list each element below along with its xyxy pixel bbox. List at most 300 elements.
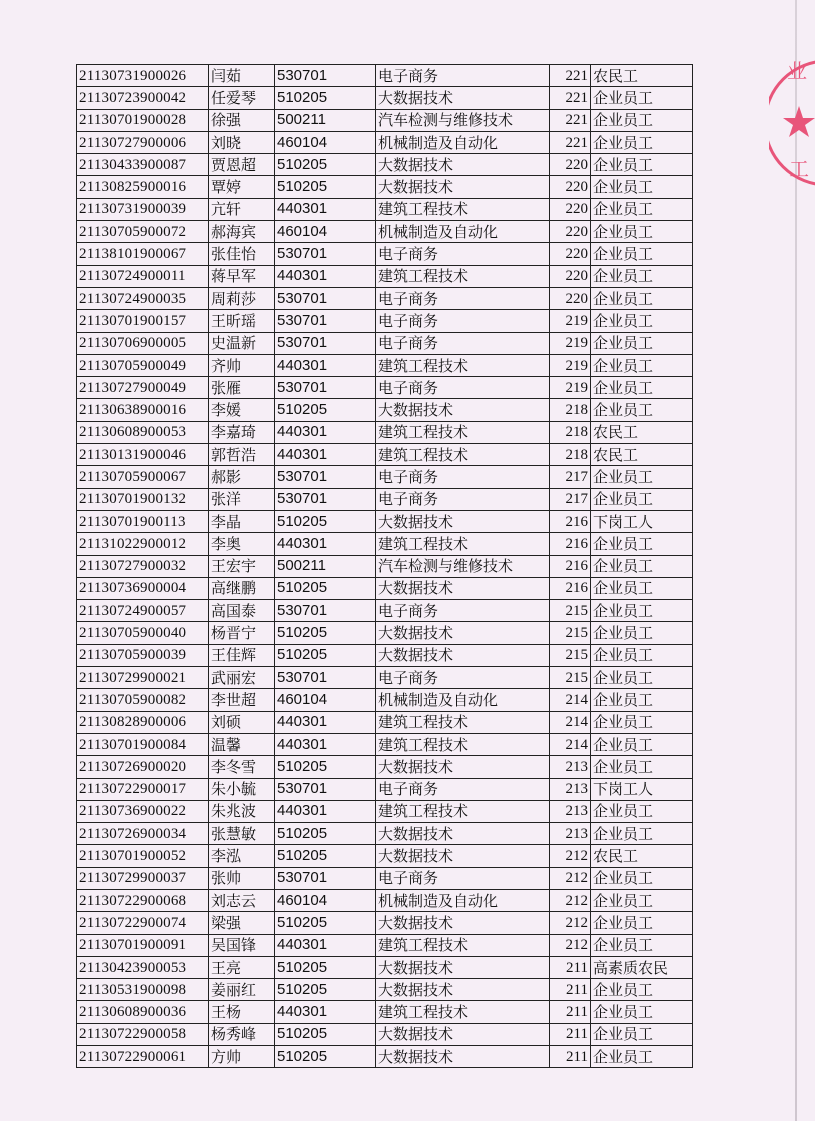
score-cell: 214 xyxy=(550,733,591,755)
major-code-cell: 510205 xyxy=(275,756,376,778)
table-row xyxy=(77,711,693,733)
category-cell: 企业员工 xyxy=(591,889,693,911)
exam-number-cell: 21130705900039 xyxy=(77,644,209,666)
table-row xyxy=(77,533,693,555)
major-name-cell: 电子商务 xyxy=(376,65,550,87)
exam-number-cell: 21130729900037 xyxy=(77,867,209,889)
major-code-cell: 510205 xyxy=(275,845,376,867)
category-cell: 企业员工 xyxy=(591,1046,693,1068)
category-cell: 企业员工 xyxy=(591,354,693,376)
major-code-cell: 510205 xyxy=(275,577,376,599)
table-row xyxy=(77,555,693,577)
category-cell: 农民工 xyxy=(591,421,693,443)
major-name-cell: 大数据技术 xyxy=(376,845,550,867)
table-row xyxy=(77,823,693,845)
name-cell: 李世超 xyxy=(209,689,275,711)
exam-number-cell: 21130722900061 xyxy=(77,1046,209,1068)
exam-number-cell: 21130701900132 xyxy=(77,488,209,510)
score-cell: 216 xyxy=(550,533,591,555)
name-cell: 闫茹 xyxy=(209,65,275,87)
major-name-cell: 建筑工程技术 xyxy=(376,444,550,466)
major-code-cell: 530701 xyxy=(275,332,376,354)
category-cell: 企业员工 xyxy=(591,109,693,131)
score-cell: 219 xyxy=(550,354,591,376)
major-name-cell: 大数据技术 xyxy=(376,979,550,1001)
major-code-cell: 530701 xyxy=(275,600,376,622)
score-cell: 215 xyxy=(550,622,591,644)
category-cell: 企业员工 xyxy=(591,332,693,354)
exam-number-cell: 21131022900012 xyxy=(77,533,209,555)
table-row xyxy=(77,845,693,867)
score-cell: 215 xyxy=(550,667,591,689)
category-cell: 企业员工 xyxy=(591,756,693,778)
table-row xyxy=(77,979,693,1001)
score-cell: 220 xyxy=(550,176,591,198)
exam-number-cell: 21130727900006 xyxy=(77,131,209,153)
major-code-cell: 530701 xyxy=(275,243,376,265)
major-name-cell: 机械制造及自动化 xyxy=(376,131,550,153)
name-cell: 李冬雪 xyxy=(209,756,275,778)
name-cell: 高国泰 xyxy=(209,600,275,622)
score-cell: 216 xyxy=(550,577,591,599)
name-cell: 史温新 xyxy=(209,332,275,354)
major-code-cell: 510205 xyxy=(275,176,376,198)
major-name-cell: 电子商务 xyxy=(376,778,550,800)
table-row xyxy=(77,354,693,376)
candidate-table xyxy=(76,64,693,1068)
exam-number-cell: 21130723900042 xyxy=(77,87,209,109)
exam-number-cell: 21130433900087 xyxy=(77,154,209,176)
major-code-cell: 440301 xyxy=(275,421,376,443)
candidate-table-body xyxy=(77,65,693,1068)
major-code-cell: 510205 xyxy=(275,823,376,845)
major-name-cell: 建筑工程技术 xyxy=(376,711,550,733)
category-cell: 企业员工 xyxy=(591,555,693,577)
table-row xyxy=(77,243,693,265)
name-cell: 王佳辉 xyxy=(209,644,275,666)
category-cell: 企业员工 xyxy=(591,488,693,510)
major-name-cell: 汽车检测与维修技术 xyxy=(376,109,550,131)
score-cell: 220 xyxy=(550,287,591,309)
name-cell: 蒋早军 xyxy=(209,265,275,287)
table-row xyxy=(77,1023,693,1045)
major-code-cell: 530701 xyxy=(275,65,376,87)
score-cell: 213 xyxy=(550,800,591,822)
exam-number-cell: 21130724900035 xyxy=(77,287,209,309)
category-cell: 企业员工 xyxy=(591,577,693,599)
score-cell: 211 xyxy=(550,979,591,1001)
score-cell: 211 xyxy=(550,1046,591,1068)
major-name-cell: 电子商务 xyxy=(376,667,550,689)
major-name-cell: 电子商务 xyxy=(376,600,550,622)
table-row xyxy=(77,644,693,666)
table-row xyxy=(77,733,693,755)
table-row xyxy=(77,577,693,599)
exam-number-cell: 21130727900032 xyxy=(77,555,209,577)
category-cell: 企业员工 xyxy=(591,912,693,934)
major-name-cell: 大数据技术 xyxy=(376,956,550,978)
major-name-cell: 大数据技术 xyxy=(376,399,550,421)
score-cell: 216 xyxy=(550,555,591,577)
category-cell: 企业员工 xyxy=(591,265,693,287)
category-cell: 企业员工 xyxy=(591,287,693,309)
score-cell: 211 xyxy=(550,1023,591,1045)
major-code-cell: 440301 xyxy=(275,533,376,555)
name-cell: 温馨 xyxy=(209,733,275,755)
exam-number-cell: 21130705900082 xyxy=(77,689,209,711)
exam-number-cell: 21130825900016 xyxy=(77,176,209,198)
score-cell: 220 xyxy=(550,154,591,176)
score-cell: 214 xyxy=(550,689,591,711)
score-cell: 219 xyxy=(550,332,591,354)
name-cell: 武丽宏 xyxy=(209,667,275,689)
major-code-cell: 510205 xyxy=(275,912,376,934)
major-code-cell: 510205 xyxy=(275,399,376,421)
major-name-cell: 建筑工程技术 xyxy=(376,421,550,443)
name-cell: 王亮 xyxy=(209,956,275,978)
category-cell: 企业员工 xyxy=(591,689,693,711)
exam-number-cell: 21130638900016 xyxy=(77,399,209,421)
score-cell: 221 xyxy=(550,65,591,87)
name-cell: 郝海宾 xyxy=(209,221,275,243)
exam-number-cell: 21130722900068 xyxy=(77,889,209,911)
major-code-cell: 440301 xyxy=(275,934,376,956)
exam-number-cell: 21130705900072 xyxy=(77,221,209,243)
exam-number-cell: 21130701900091 xyxy=(77,934,209,956)
category-cell: 企业员工 xyxy=(591,176,693,198)
major-code-cell: 530701 xyxy=(275,310,376,332)
table-row xyxy=(77,667,693,689)
name-cell: 张慧敏 xyxy=(209,823,275,845)
major-name-cell: 大数据技术 xyxy=(376,87,550,109)
major-name-cell: 大数据技术 xyxy=(376,1046,550,1068)
exam-number-cell: 21130726900020 xyxy=(77,756,209,778)
exam-number-cell: 21130701900052 xyxy=(77,845,209,867)
table-row xyxy=(77,510,693,532)
major-name-cell: 大数据技术 xyxy=(376,622,550,644)
table-row xyxy=(77,778,693,800)
major-name-cell: 大数据技术 xyxy=(376,577,550,599)
category-cell: 企业员工 xyxy=(591,1001,693,1023)
category-cell: 企业员工 xyxy=(591,733,693,755)
name-cell: 任爱琴 xyxy=(209,87,275,109)
major-name-cell: 电子商务 xyxy=(376,377,550,399)
table-row xyxy=(77,488,693,510)
major-name-cell: 建筑工程技术 xyxy=(376,354,550,376)
major-code-cell: 530701 xyxy=(275,466,376,488)
table-row xyxy=(77,109,693,131)
table-row xyxy=(77,466,693,488)
name-cell: 李嘉琦 xyxy=(209,421,275,443)
category-cell: 农民工 xyxy=(591,845,693,867)
exam-number-cell: 21130722900017 xyxy=(77,778,209,800)
table-row xyxy=(77,399,693,421)
category-cell: 企业员工 xyxy=(591,87,693,109)
major-name-cell: 建筑工程技术 xyxy=(376,265,550,287)
major-code-cell: 460104 xyxy=(275,131,376,153)
major-code-cell: 510205 xyxy=(275,510,376,532)
score-cell: 220 xyxy=(550,265,591,287)
name-cell: 覃婷 xyxy=(209,176,275,198)
name-cell: 杨秀峰 xyxy=(209,1023,275,1045)
svg-text:工: 工 xyxy=(789,157,809,181)
major-name-cell: 电子商务 xyxy=(376,243,550,265)
major-name-cell: 建筑工程技术 xyxy=(376,934,550,956)
major-code-cell: 440301 xyxy=(275,711,376,733)
category-cell: 高素质农民 xyxy=(591,956,693,978)
category-cell: 企业员工 xyxy=(591,377,693,399)
major-code-cell: 440301 xyxy=(275,198,376,220)
table-row xyxy=(77,689,693,711)
name-cell: 郭哲浩 xyxy=(209,444,275,466)
table-row xyxy=(77,800,693,822)
major-name-cell: 建筑工程技术 xyxy=(376,533,550,555)
major-name-cell: 机械制造及自动化 xyxy=(376,889,550,911)
name-cell: 张雁 xyxy=(209,377,275,399)
major-code-cell: 440301 xyxy=(275,354,376,376)
major-name-cell: 电子商务 xyxy=(376,466,550,488)
exam-number-cell: 21130701900157 xyxy=(77,310,209,332)
exam-number-cell: 21130724900057 xyxy=(77,600,209,622)
major-name-cell: 汽车检测与维修技术 xyxy=(376,555,550,577)
score-cell: 217 xyxy=(550,466,591,488)
table-row xyxy=(77,934,693,956)
table-row xyxy=(77,287,693,309)
category-cell: 企业员工 xyxy=(591,399,693,421)
score-cell: 213 xyxy=(550,778,591,800)
major-code-cell: 530701 xyxy=(275,377,376,399)
exam-number-cell: 21130736900004 xyxy=(77,577,209,599)
table-row xyxy=(77,889,693,911)
name-cell: 王昕瑶 xyxy=(209,310,275,332)
table-row xyxy=(77,600,693,622)
major-code-cell: 510205 xyxy=(275,1046,376,1068)
score-cell: 218 xyxy=(550,444,591,466)
exam-number-cell: 21130705900049 xyxy=(77,354,209,376)
exam-number-cell: 21130724900011 xyxy=(77,265,209,287)
major-code-cell: 460104 xyxy=(275,689,376,711)
category-cell: 企业员工 xyxy=(591,667,693,689)
name-cell: 刘晓 xyxy=(209,131,275,153)
major-name-cell: 电子商务 xyxy=(376,332,550,354)
name-cell: 朱小毓 xyxy=(209,778,275,800)
major-code-cell: 460104 xyxy=(275,889,376,911)
name-cell: 张洋 xyxy=(209,488,275,510)
major-code-cell: 440301 xyxy=(275,444,376,466)
score-cell: 212 xyxy=(550,867,591,889)
table-row xyxy=(77,131,693,153)
score-cell: 221 xyxy=(550,131,591,153)
score-cell: 212 xyxy=(550,912,591,934)
table-row xyxy=(77,756,693,778)
table-row xyxy=(77,444,693,466)
category-cell: 企业员工 xyxy=(591,466,693,488)
name-cell: 刘硕 xyxy=(209,711,275,733)
exam-number-cell: 21130726900034 xyxy=(77,823,209,845)
major-code-cell: 510205 xyxy=(275,87,376,109)
category-cell: 企业员工 xyxy=(591,198,693,220)
name-cell: 徐强 xyxy=(209,109,275,131)
name-cell: 张佳怡 xyxy=(209,243,275,265)
major-name-cell: 电子商务 xyxy=(376,488,550,510)
score-cell: 211 xyxy=(550,956,591,978)
major-code-cell: 440301 xyxy=(275,265,376,287)
score-cell: 220 xyxy=(550,221,591,243)
name-cell: 李晶 xyxy=(209,510,275,532)
category-cell: 企业员工 xyxy=(591,243,693,265)
major-name-cell: 大数据技术 xyxy=(376,510,550,532)
exam-number-cell: 21130706900005 xyxy=(77,332,209,354)
category-cell: 农民工 xyxy=(591,444,693,466)
exam-number-cell: 21130701900113 xyxy=(77,510,209,532)
score-cell: 220 xyxy=(550,198,591,220)
score-cell: 213 xyxy=(550,823,591,845)
name-cell: 王杨 xyxy=(209,1001,275,1023)
major-code-cell: 510205 xyxy=(275,644,376,666)
score-cell: 212 xyxy=(550,889,591,911)
major-name-cell: 建筑工程技术 xyxy=(376,800,550,822)
table-row xyxy=(77,221,693,243)
svg-text:业: 业 xyxy=(787,59,807,83)
exam-number-cell: 21130705900040 xyxy=(77,622,209,644)
score-cell: 212 xyxy=(550,845,591,867)
category-cell: 企业员工 xyxy=(591,934,693,956)
table-row xyxy=(77,1046,693,1068)
major-name-cell: 大数据技术 xyxy=(376,756,550,778)
exam-number-cell: 21130423900053 xyxy=(77,956,209,978)
score-cell: 215 xyxy=(550,644,591,666)
major-code-cell: 530701 xyxy=(275,667,376,689)
category-cell: 农民工 xyxy=(591,65,693,87)
score-cell: 219 xyxy=(550,377,591,399)
table-row xyxy=(77,87,693,109)
category-cell: 下岗工人 xyxy=(591,510,693,532)
table-row xyxy=(77,332,693,354)
table-row xyxy=(77,198,693,220)
name-cell: 杨晋宁 xyxy=(209,622,275,644)
major-name-cell: 大数据技术 xyxy=(376,644,550,666)
major-code-cell: 440301 xyxy=(275,800,376,822)
score-cell: 216 xyxy=(550,510,591,532)
table-row xyxy=(77,176,693,198)
score-cell: 214 xyxy=(550,711,591,733)
category-cell: 企业员工 xyxy=(591,154,693,176)
category-cell: 企业员工 xyxy=(591,823,693,845)
table-row xyxy=(77,956,693,978)
major-code-cell: 440301 xyxy=(275,1001,376,1023)
category-cell: 企业员工 xyxy=(591,131,693,153)
table-row xyxy=(77,65,693,87)
name-cell: 朱兆波 xyxy=(209,800,275,822)
major-name-cell: 大数据技术 xyxy=(376,823,550,845)
major-name-cell: 机械制造及自动化 xyxy=(376,221,550,243)
major-name-cell: 大数据技术 xyxy=(376,154,550,176)
score-cell: 221 xyxy=(550,87,591,109)
table-row xyxy=(77,310,693,332)
name-cell: 方帅 xyxy=(209,1046,275,1068)
name-cell: 齐帅 xyxy=(209,354,275,376)
major-name-cell: 建筑工程技术 xyxy=(376,733,550,755)
exam-number-cell: 21130722900058 xyxy=(77,1023,209,1045)
exam-number-cell: 21130736900022 xyxy=(77,800,209,822)
table-row xyxy=(77,265,693,287)
major-name-cell: 建筑工程技术 xyxy=(376,198,550,220)
major-code-cell: 510205 xyxy=(275,1023,376,1045)
score-cell: 218 xyxy=(550,399,591,421)
name-cell: 郝影 xyxy=(209,466,275,488)
exam-number-cell: 21130531900098 xyxy=(77,979,209,1001)
category-cell: 企业员工 xyxy=(591,600,693,622)
category-cell: 下岗工人 xyxy=(591,778,693,800)
category-cell: 企业员工 xyxy=(591,644,693,666)
table-row xyxy=(77,154,693,176)
major-code-cell: 530701 xyxy=(275,287,376,309)
major-code-cell: 460104 xyxy=(275,221,376,243)
category-cell: 企业员工 xyxy=(591,979,693,1001)
exam-number-cell: 21130731900026 xyxy=(77,65,209,87)
name-cell: 刘志云 xyxy=(209,889,275,911)
table-row xyxy=(77,912,693,934)
name-cell: 王宏宇 xyxy=(209,555,275,577)
major-code-cell: 500211 xyxy=(275,555,376,577)
exam-number-cell: 21130828900006 xyxy=(77,711,209,733)
category-cell: 企业员工 xyxy=(591,800,693,822)
category-cell: 企业员工 xyxy=(591,533,693,555)
category-cell: 企业员工 xyxy=(591,622,693,644)
major-name-cell: 机械制造及自动化 xyxy=(376,689,550,711)
exam-number-cell: 21130705900067 xyxy=(77,466,209,488)
table-row xyxy=(77,1001,693,1023)
exam-number-cell: 21130727900049 xyxy=(77,377,209,399)
exam-number-cell: 21130608900053 xyxy=(77,421,209,443)
exam-number-cell: 21130731900039 xyxy=(77,198,209,220)
major-name-cell: 建筑工程技术 xyxy=(376,1001,550,1023)
category-cell: 企业员工 xyxy=(591,1023,693,1045)
category-cell: 企业员工 xyxy=(591,867,693,889)
red-seal-stamp xyxy=(769,48,815,198)
major-name-cell: 大数据技术 xyxy=(376,912,550,934)
name-cell: 张帅 xyxy=(209,867,275,889)
table-row xyxy=(77,377,693,399)
major-code-cell: 500211 xyxy=(275,109,376,131)
major-name-cell: 电子商务 xyxy=(376,310,550,332)
name-cell: 姜丽红 xyxy=(209,979,275,1001)
major-code-cell: 530701 xyxy=(275,778,376,800)
major-code-cell: 510205 xyxy=(275,979,376,1001)
major-name-cell: 大数据技术 xyxy=(376,1023,550,1045)
exam-number-cell: 21130131900046 xyxy=(77,444,209,466)
major-code-cell: 510205 xyxy=(275,956,376,978)
major-code-cell: 530701 xyxy=(275,867,376,889)
table-row xyxy=(77,622,693,644)
table-row xyxy=(77,867,693,889)
major-code-cell: 530701 xyxy=(275,488,376,510)
major-code-cell: 510205 xyxy=(275,154,376,176)
name-cell: 李泓 xyxy=(209,845,275,867)
score-cell: 217 xyxy=(550,488,591,510)
major-name-cell: 大数据技术 xyxy=(376,176,550,198)
name-cell: 亢轩 xyxy=(209,198,275,220)
name-cell: 周莉莎 xyxy=(209,287,275,309)
score-cell: 213 xyxy=(550,756,591,778)
category-cell: 企业员工 xyxy=(591,221,693,243)
name-cell: 贾恩超 xyxy=(209,154,275,176)
table-row xyxy=(77,421,693,443)
name-cell: 吴国锋 xyxy=(209,934,275,956)
exam-number-cell: 21130729900021 xyxy=(77,667,209,689)
score-cell: 221 xyxy=(550,109,591,131)
exam-number-cell: 21130701900028 xyxy=(77,109,209,131)
